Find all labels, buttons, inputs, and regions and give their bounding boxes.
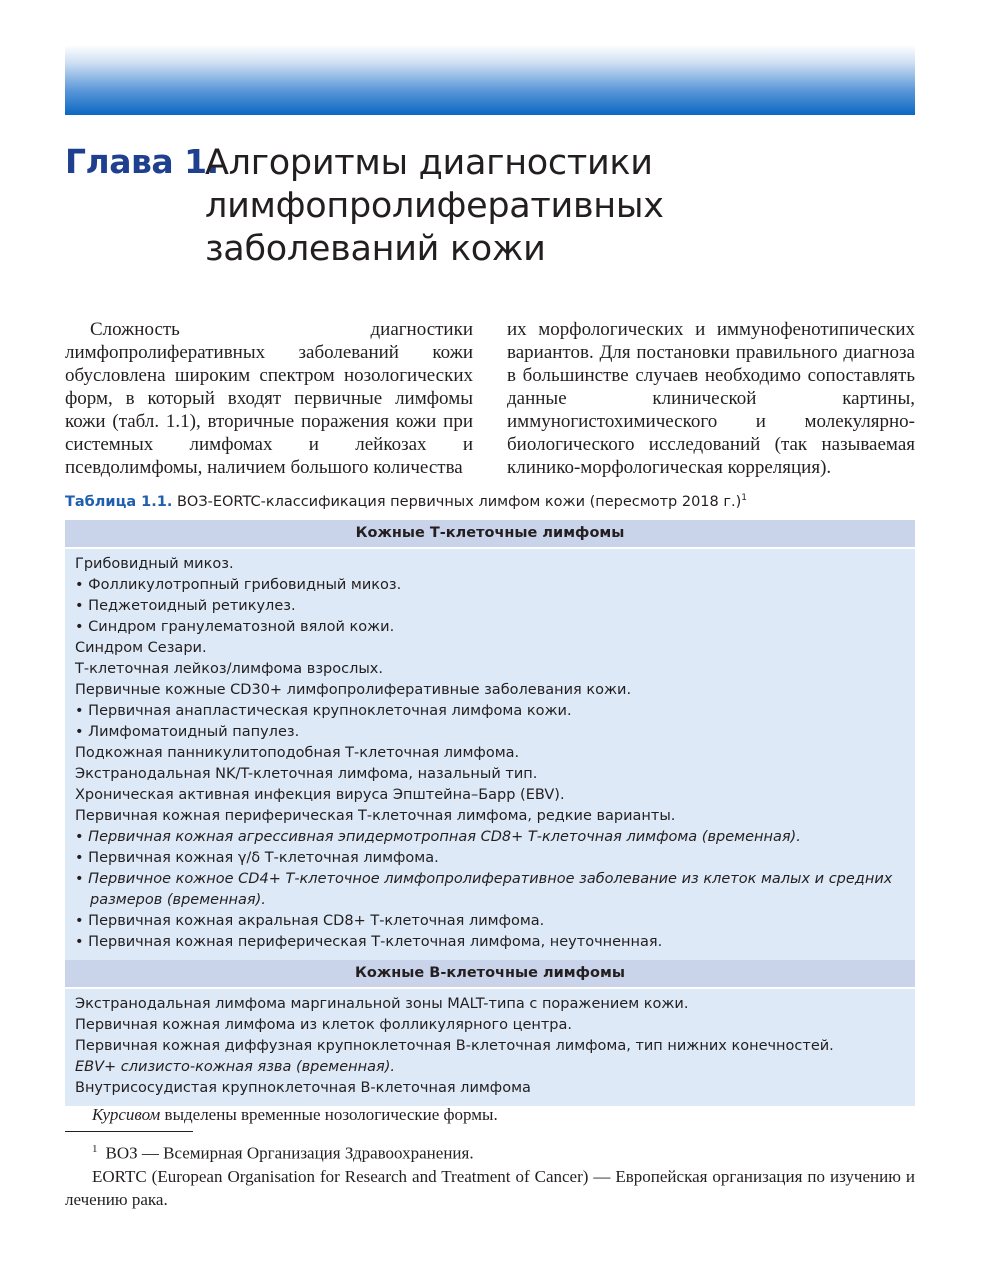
table-row: Т-клеточная лейкоз/лимфома взрослых. bbox=[75, 661, 383, 677]
table-row: Подкожная панникулитоподобная Т-клеточная лимфома. bbox=[75, 745, 520, 761]
table-note-italic: Курсивом bbox=[92, 1105, 161, 1124]
table-row: Экстранодальная NK/T-клеточная лимфома, назальный тип. bbox=[75, 766, 538, 782]
chapter-title-line: Алгоритмы диагностики bbox=[205, 143, 653, 183]
table-row: Экстранодальная лимфома маргинальной зоны MALT-типа с поражением кожи. bbox=[75, 996, 689, 1012]
chapter-title-line: заболеваний кожи bbox=[205, 229, 546, 269]
table-caption-text: ВОЗ-EORTC-классификация первичных лимфом кожи (пересмотр 2018 г.) bbox=[172, 493, 742, 510]
table-row: Первичная кожная периферическая Т-клеточная лимфома, редкие варианты. bbox=[75, 808, 676, 824]
footnote-divider bbox=[65, 1131, 193, 1132]
chapter-title bbox=[205, 142, 905, 271]
table-note-text: выделены временные нозологические формы. bbox=[160, 1105, 498, 1124]
table-row-provisional: • Первичная кожная агрессивная эпидермотропная CD8+ Т-клеточная лимфома (временная). bbox=[75, 829, 801, 845]
table-row: Внутрисосудистая крупноклеточная В-клеточная лимфома bbox=[75, 1080, 531, 1096]
b-cell-list bbox=[65, 989, 915, 1106]
classification-table bbox=[65, 520, 915, 1106]
table-row-provisional: • Первичное кожное CD4+ Т-клеточное лимфопролиферативное заболевание из клеток малых и средних размеров (временная). bbox=[75, 871, 893, 908]
table-row: • Педжетоидный ретикулез. bbox=[75, 598, 296, 614]
intro-paragraph: Сложность диагностики лимфопролиферативных заболеваний кожи обусловлена широким спектром нозологических форм, в который входят первичные лимфомы кожи (табл. 1.1), вторичные поражения кожи при системных лимфомах и лейкозах и псевдолимфомы, наличием большого количества bbox=[65, 319, 473, 478]
footnotes bbox=[65, 1138, 915, 1211]
table-caption bbox=[65, 493, 915, 510]
footnote-ref: 1 bbox=[741, 493, 747, 503]
intro-text bbox=[65, 318, 915, 479]
footnote-text: ВОЗ — Всемирная Организация Здравоохранения. bbox=[105, 1143, 474, 1163]
table-row: • Первичная кожная периферическая Т-клеточная лимфома, неуточненная. bbox=[75, 934, 663, 950]
table-row: • Фолликулотропный грибовидный микоз. bbox=[75, 577, 402, 593]
intro-column-right bbox=[507, 318, 915, 479]
table-row: • Первичная кожная γ/δ Т-клеточная лимфома. bbox=[75, 850, 439, 866]
chapter-title-line: лимфопролиферативных bbox=[205, 186, 664, 226]
footnote-1 bbox=[65, 1138, 915, 1165]
table-row: • Лимфоматоидный папулез. bbox=[75, 724, 300, 740]
footnote-marker: 1 bbox=[92, 1143, 98, 1155]
chapter-label: Глава 1. bbox=[65, 142, 219, 181]
footnote-2: EORTC (European Organisation for Research and Treatment of Cancer) — Европейская организация по изучению и лечению рака. bbox=[65, 1166, 915, 1209]
table-row: • Первичная анапластическая крупноклеточная лимфома кожи. bbox=[75, 703, 572, 719]
table-row-provisional: EBV+ слизисто-кожная язва (временная). bbox=[75, 1059, 395, 1075]
table-row: Первичные кожные CD30+ лимфопролиферативные заболевания кожи. bbox=[75, 682, 632, 698]
table-row: Первичная кожная лимфома из клеток фолликулярного центра. bbox=[75, 1017, 572, 1033]
intro-column-left bbox=[65, 318, 473, 479]
table-number: Таблица 1.1. bbox=[65, 493, 173, 510]
table-row: Первичная кожная диффузная крупноклеточная В-клеточная лимфома, тип нижних конечностей. bbox=[75, 1038, 834, 1054]
table-row: Грибовидный микоз. bbox=[75, 556, 234, 572]
intro-paragraph: их морфологических и иммунофенотипических вариантов. Для постановки правильного диагноза в большинстве случаев необходимо сопоставлять данные клинической картины, иммуногистохимического и молекулярно-биологического исследований (так называемая клинико-морфологическая корреляция). bbox=[507, 319, 915, 478]
b-cell-header: Кожные В-клеточные лимфомы bbox=[65, 960, 915, 989]
chapter-header-band bbox=[65, 45, 915, 115]
t-cell-header: Кожные Т-клеточные лимфомы bbox=[65, 520, 915, 549]
t-cell-list bbox=[65, 549, 915, 960]
table-row: • Синдром гранулематозной вялой кожи. bbox=[75, 619, 395, 635]
table-row: • Первичная кожная акральная CD8+ Т-клеточная лимфома. bbox=[75, 913, 545, 929]
table-note bbox=[65, 1105, 915, 1125]
table-row: Синдром Сезари. bbox=[75, 640, 207, 656]
table-row: Хроническая активная инфекция вируса Эпштейна–Барр (EBV). bbox=[75, 787, 565, 803]
